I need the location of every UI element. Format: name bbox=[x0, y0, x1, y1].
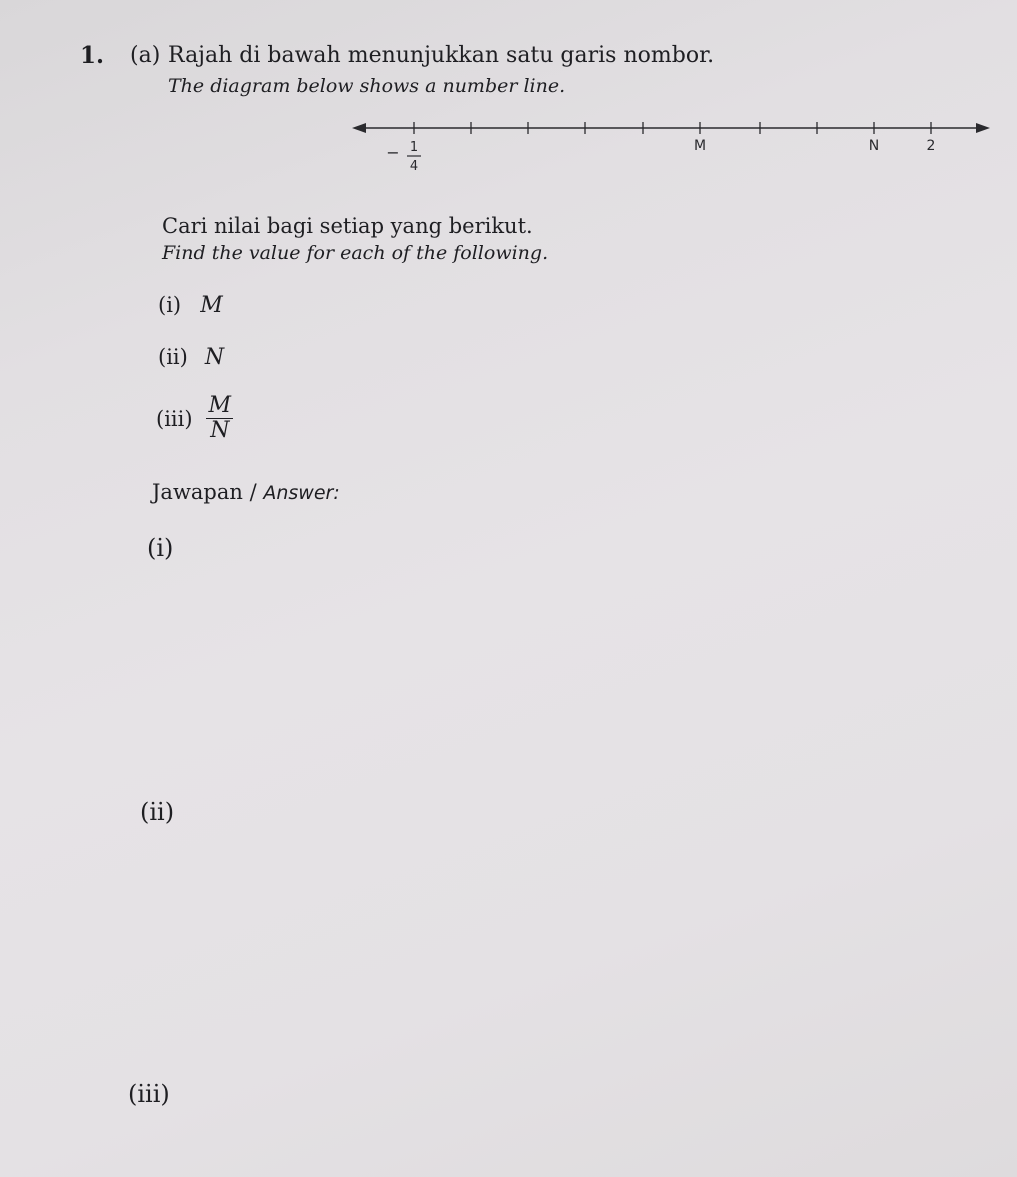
question-number: 1. bbox=[80, 42, 105, 69]
label-minus-sign: − bbox=[386, 143, 400, 162]
item-iii-numerator: M bbox=[208, 393, 232, 418]
item-iii-fraction bbox=[205, 394, 236, 443]
answer-part-i: (i) bbox=[147, 534, 174, 562]
question-intro-english: The diagram below shows a number line. bbox=[168, 75, 566, 97]
instruction-english: Find the value for each of the following. bbox=[162, 242, 549, 264]
label-quarter-denominator: 4 bbox=[409, 159, 419, 174]
item-iii-denominator: N bbox=[206, 418, 233, 443]
right-arrowhead bbox=[976, 123, 990, 133]
number-line-diagram bbox=[350, 112, 1000, 182]
label-quarter-numerator: 1 bbox=[409, 140, 419, 155]
answer-label-malay: Jawapan / bbox=[152, 480, 257, 504]
item-i-label: (i) bbox=[158, 293, 182, 317]
label-n: N bbox=[868, 138, 880, 154]
item-iii-label: (iii) bbox=[156, 406, 193, 431]
item-ii-expression: N bbox=[204, 345, 225, 370]
item-i-expression: M bbox=[200, 293, 223, 318]
item-ii bbox=[158, 345, 224, 370]
label-two: 2 bbox=[926, 138, 936, 154]
instruction-malay: Cari nilai bagi setiap yang berikut. bbox=[162, 214, 533, 238]
label-m: M bbox=[693, 138, 707, 154]
item-ii-label: (ii) bbox=[158, 345, 188, 369]
answer-label-english: Answer: bbox=[263, 482, 340, 504]
item-i bbox=[158, 293, 223, 318]
question-intro-malay: Rajah di bawah menunjukkan satu garis nombor. bbox=[168, 43, 715, 68]
left-arrowhead bbox=[352, 123, 366, 133]
answer-heading bbox=[152, 480, 340, 504]
answer-part-iii: (iii) bbox=[128, 1080, 170, 1108]
item-iii bbox=[156, 394, 235, 443]
answer-part-ii: (ii) bbox=[140, 798, 175, 826]
question-part: (a) bbox=[130, 43, 161, 68]
